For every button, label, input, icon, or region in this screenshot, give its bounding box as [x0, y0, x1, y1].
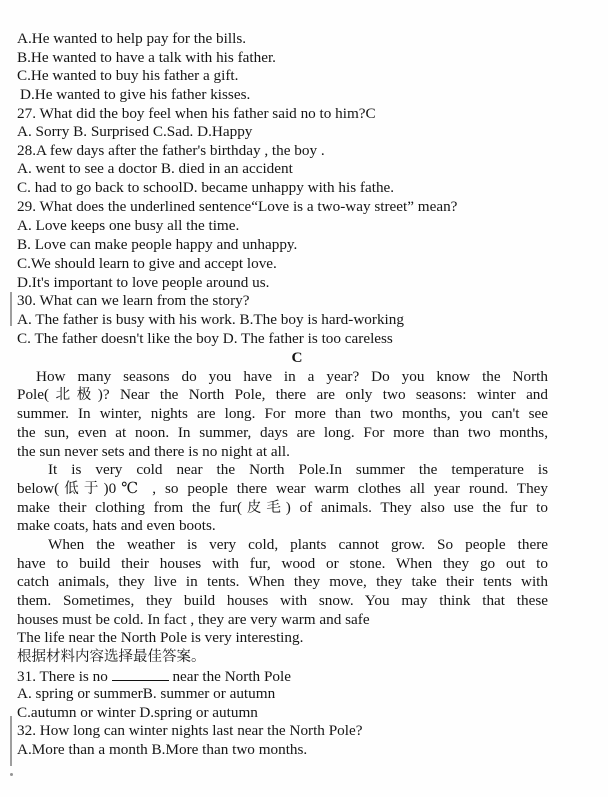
question-32-options: A.More than a month B.More than two months.: [17, 741, 308, 758]
paragraph-1-line-2: [17, 386, 548, 404]
paragraph-3-line-3: catch animals, they live in tents. When they move, they take their tents with: [17, 573, 548, 590]
paragraph-1-line-4: the sun, even at noon. In summer, days are long. For more than two months,: [17, 424, 548, 441]
fur-suffix: ) of animals. They also use the fur to: [285, 499, 549, 516]
margin-mark-bottom: [10, 716, 12, 766]
text-line-14: D.It's important to love people around us.: [17, 274, 270, 291]
below-suffix: )0℃ , so people there wear warm clothes all year round. They: [103, 480, 549, 497]
question-31-options-ab: A. spring or summerB. summer or autumn: [17, 685, 276, 702]
paragraph-3-line-2: have to build their houses with fur, wood or stone. When they go out to: [17, 555, 548, 572]
question-31: [17, 666, 335, 684]
fur-chinese: 皮毛: [241, 500, 286, 516]
paragraph-1-line-5: the sun never sets and there is no night at all.: [17, 443, 290, 460]
text-line-3: C.He wanted to buy his father a gift.: [17, 67, 239, 84]
paragraph-2-line-4: make coats, hats and even boots.: [17, 517, 216, 534]
fur-prefix: make their clothing from the fur(: [17, 499, 242, 516]
text-line-9: C. had to go back to schoolD. became unhappy with his fathe.: [17, 179, 395, 196]
text-line-1: A.He wanted to help pay for the bills.: [17, 30, 247, 47]
margin-dot: [10, 773, 13, 776]
instruction-chinese: 根据材料内容选择最佳答案。: [17, 649, 206, 665]
margin-mark-top: [10, 292, 12, 326]
text-line-5: 27. What did the boy feel when his father said no to him?C: [17, 105, 376, 122]
text-line-6: A. Sorry B. Surprised C.Sad. D.Happy: [17, 123, 253, 140]
closing-sentence: The life near the North Pole is very interesting.: [17, 629, 304, 646]
text-line-13: C.We should learn to give and accept love.: [17, 255, 277, 272]
paragraph-2-line-3: [17, 499, 548, 517]
paragraph-2-line-1: It is very cold near the North Pole.In summer the temperature is: [48, 461, 548, 478]
paragraph-3-line-4: them. Sometimes, they build houses with snow. You may think that these: [17, 592, 548, 609]
text-line-16: A. The father is busy with his work. B.The boy is hard-working: [17, 311, 404, 328]
below-chinese: 低于: [59, 481, 104, 497]
text-line-2: B.He wanted to have a talk with his father.: [17, 49, 276, 66]
text-line-7: 28.A few days after the father's birthday , the boy .: [17, 142, 325, 159]
text-line-10: 29. What does the underlined sentence“Love is a two-way street” mean?: [17, 198, 458, 215]
question-31-suffix: near the North Pole: [172, 668, 291, 685]
text-line-12: B. Love can make people happy and unhappy.: [17, 236, 298, 253]
section-heading: C: [291, 349, 303, 366]
text-line-15: 30. What can we learn from the story?: [17, 292, 250, 309]
paragraph-3-line-5: houses must be cold. In fact , they are very warm and safe: [17, 611, 370, 628]
question-31-prefix: 31. There is no: [17, 668, 108, 685]
answer-blank: [112, 666, 169, 681]
paragraph-1-line-3: summer. In winter, nights are long. For more than two months, you can't see: [17, 405, 548, 422]
north-pole-chinese: 北极: [49, 387, 98, 403]
paragraph-3-line-1: When the weather is very cold, plants cannot grow. So people there: [48, 536, 548, 553]
text-line-4: D.He wanted to give his father kisses.: [20, 86, 251, 103]
paragraph-2-line-2: [17, 480, 548, 498]
question-32: 32. How long can winter nights last near the North Pole?: [17, 722, 363, 739]
paragraph-1-line-1: How many seasons do you have in a year? Do you know the North: [36, 368, 548, 385]
text-line-17: C. The father doesn't like the boy D. The father is too careless: [17, 330, 393, 347]
pole-suffix: )? Near the North Pole, there are only two seasons: winter and: [97, 386, 548, 403]
question-31-options-cd: C.autumn or winter D.spring or autumn: [17, 704, 258, 721]
text-line-11: A. Love keeps one busy all the time.: [17, 217, 240, 234]
text-line-8: A. went to see a doctor B. died in an accident: [17, 160, 293, 177]
below-prefix: below(: [17, 480, 60, 497]
pole-prefix: Pole(: [17, 386, 50, 403]
